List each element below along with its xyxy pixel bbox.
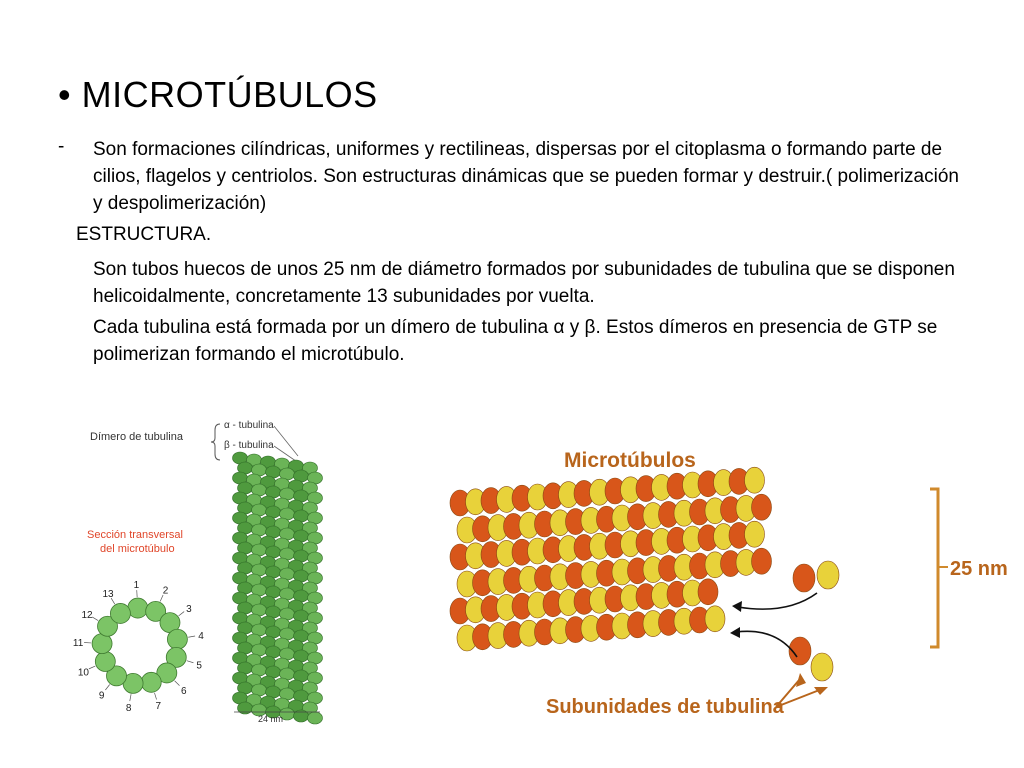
ring-number: 9	[98, 690, 105, 702]
ring-number: 11	[72, 638, 84, 650]
arrow-lower	[736, 631, 797, 657]
tubulin-subunit	[745, 467, 765, 493]
ring-subunit	[110, 603, 130, 623]
ring-subunit	[92, 634, 112, 654]
ring-number: 3	[186, 603, 192, 615]
tubulin-subunit	[698, 579, 718, 605]
paragraph-dimer: Cada tubulina está formada por un dímero de tubulina α y β. Estos dímeros en presencia de GTP se polimerizan formando el microtúbulo.	[93, 317, 938, 365]
ring-number: 7	[155, 701, 162, 713]
beta-tubulina-label: β - tubulina	[224, 440, 274, 451]
cross-section-label-2: del microtúbulo	[100, 543, 175, 555]
dimer-label: Dímero de tubulina	[90, 431, 183, 443]
ring-number: 12	[81, 609, 93, 621]
paragraph-structure: Son tubos huecos de unos 25 nm de diámetro formados por subunidades de tubulina que se disponen helicoidalmente, concretamente 13 subunidades por vuelta.	[93, 259, 955, 307]
ring-number: 6	[180, 685, 187, 697]
tubulin-subunit	[752, 494, 772, 520]
microtubulos-title: Microtúbulos	[564, 449, 696, 472]
free-tubulin-subunit	[811, 653, 833, 681]
tubulin-subunit	[752, 548, 772, 574]
slide-title: • MICROTÚBULOS	[58, 74, 378, 115]
ring-subunit	[167, 629, 187, 649]
ring-number: 10	[77, 667, 89, 679]
ring-subunit	[128, 598, 148, 618]
ring-number: 1	[133, 580, 140, 592]
left-figure	[62, 408, 357, 738]
ring-number: 5	[196, 660, 202, 672]
tubulin-subunit	[705, 606, 725, 632]
paragraph-intro: Son formaciones cilíndricas, uniformes y rectilineas, dispersas por el citoplasma o formando parte de cilios, flagelos y centriolos. Son estructuras dinámicas que se pueden formar y destruir.( polimerización y despolimerización)	[93, 139, 959, 214]
free-subunits	[789, 561, 839, 681]
dimer-brace	[211, 424, 220, 460]
section-heading: ESTRUCTURA.	[76, 224, 212, 245]
right-figure	[382, 425, 1024, 745]
microtubule-tube	[450, 467, 772, 651]
cross-section-label-1: Sección transversal	[87, 529, 183, 541]
microtubule-column	[233, 452, 323, 724]
free-tubulin-subunit	[793, 564, 815, 592]
cross-section-ring	[73, 580, 204, 714]
subunits-label: Subunidades de tubulina	[546, 696, 784, 718]
free-tubulin-subunit	[817, 561, 839, 589]
width-label: 24 nm	[258, 714, 284, 724]
ring-subunit	[95, 652, 115, 672]
tubulin-subunit	[308, 712, 323, 724]
scale-bracket	[930, 489, 938, 647]
ring-number: 2	[162, 585, 169, 597]
tubulin-subunit	[745, 521, 765, 547]
alpha-tubulina-label: α - tubulina	[224, 420, 274, 431]
bullet-dash: -	[58, 136, 65, 157]
arrow-upper	[738, 593, 817, 609]
ring-subunit	[141, 672, 161, 692]
ring-number: 4	[198, 630, 204, 642]
ring-number: 13	[102, 588, 114, 600]
size-label: 25 nm	[950, 558, 1008, 580]
ring-number: 8	[125, 702, 132, 714]
